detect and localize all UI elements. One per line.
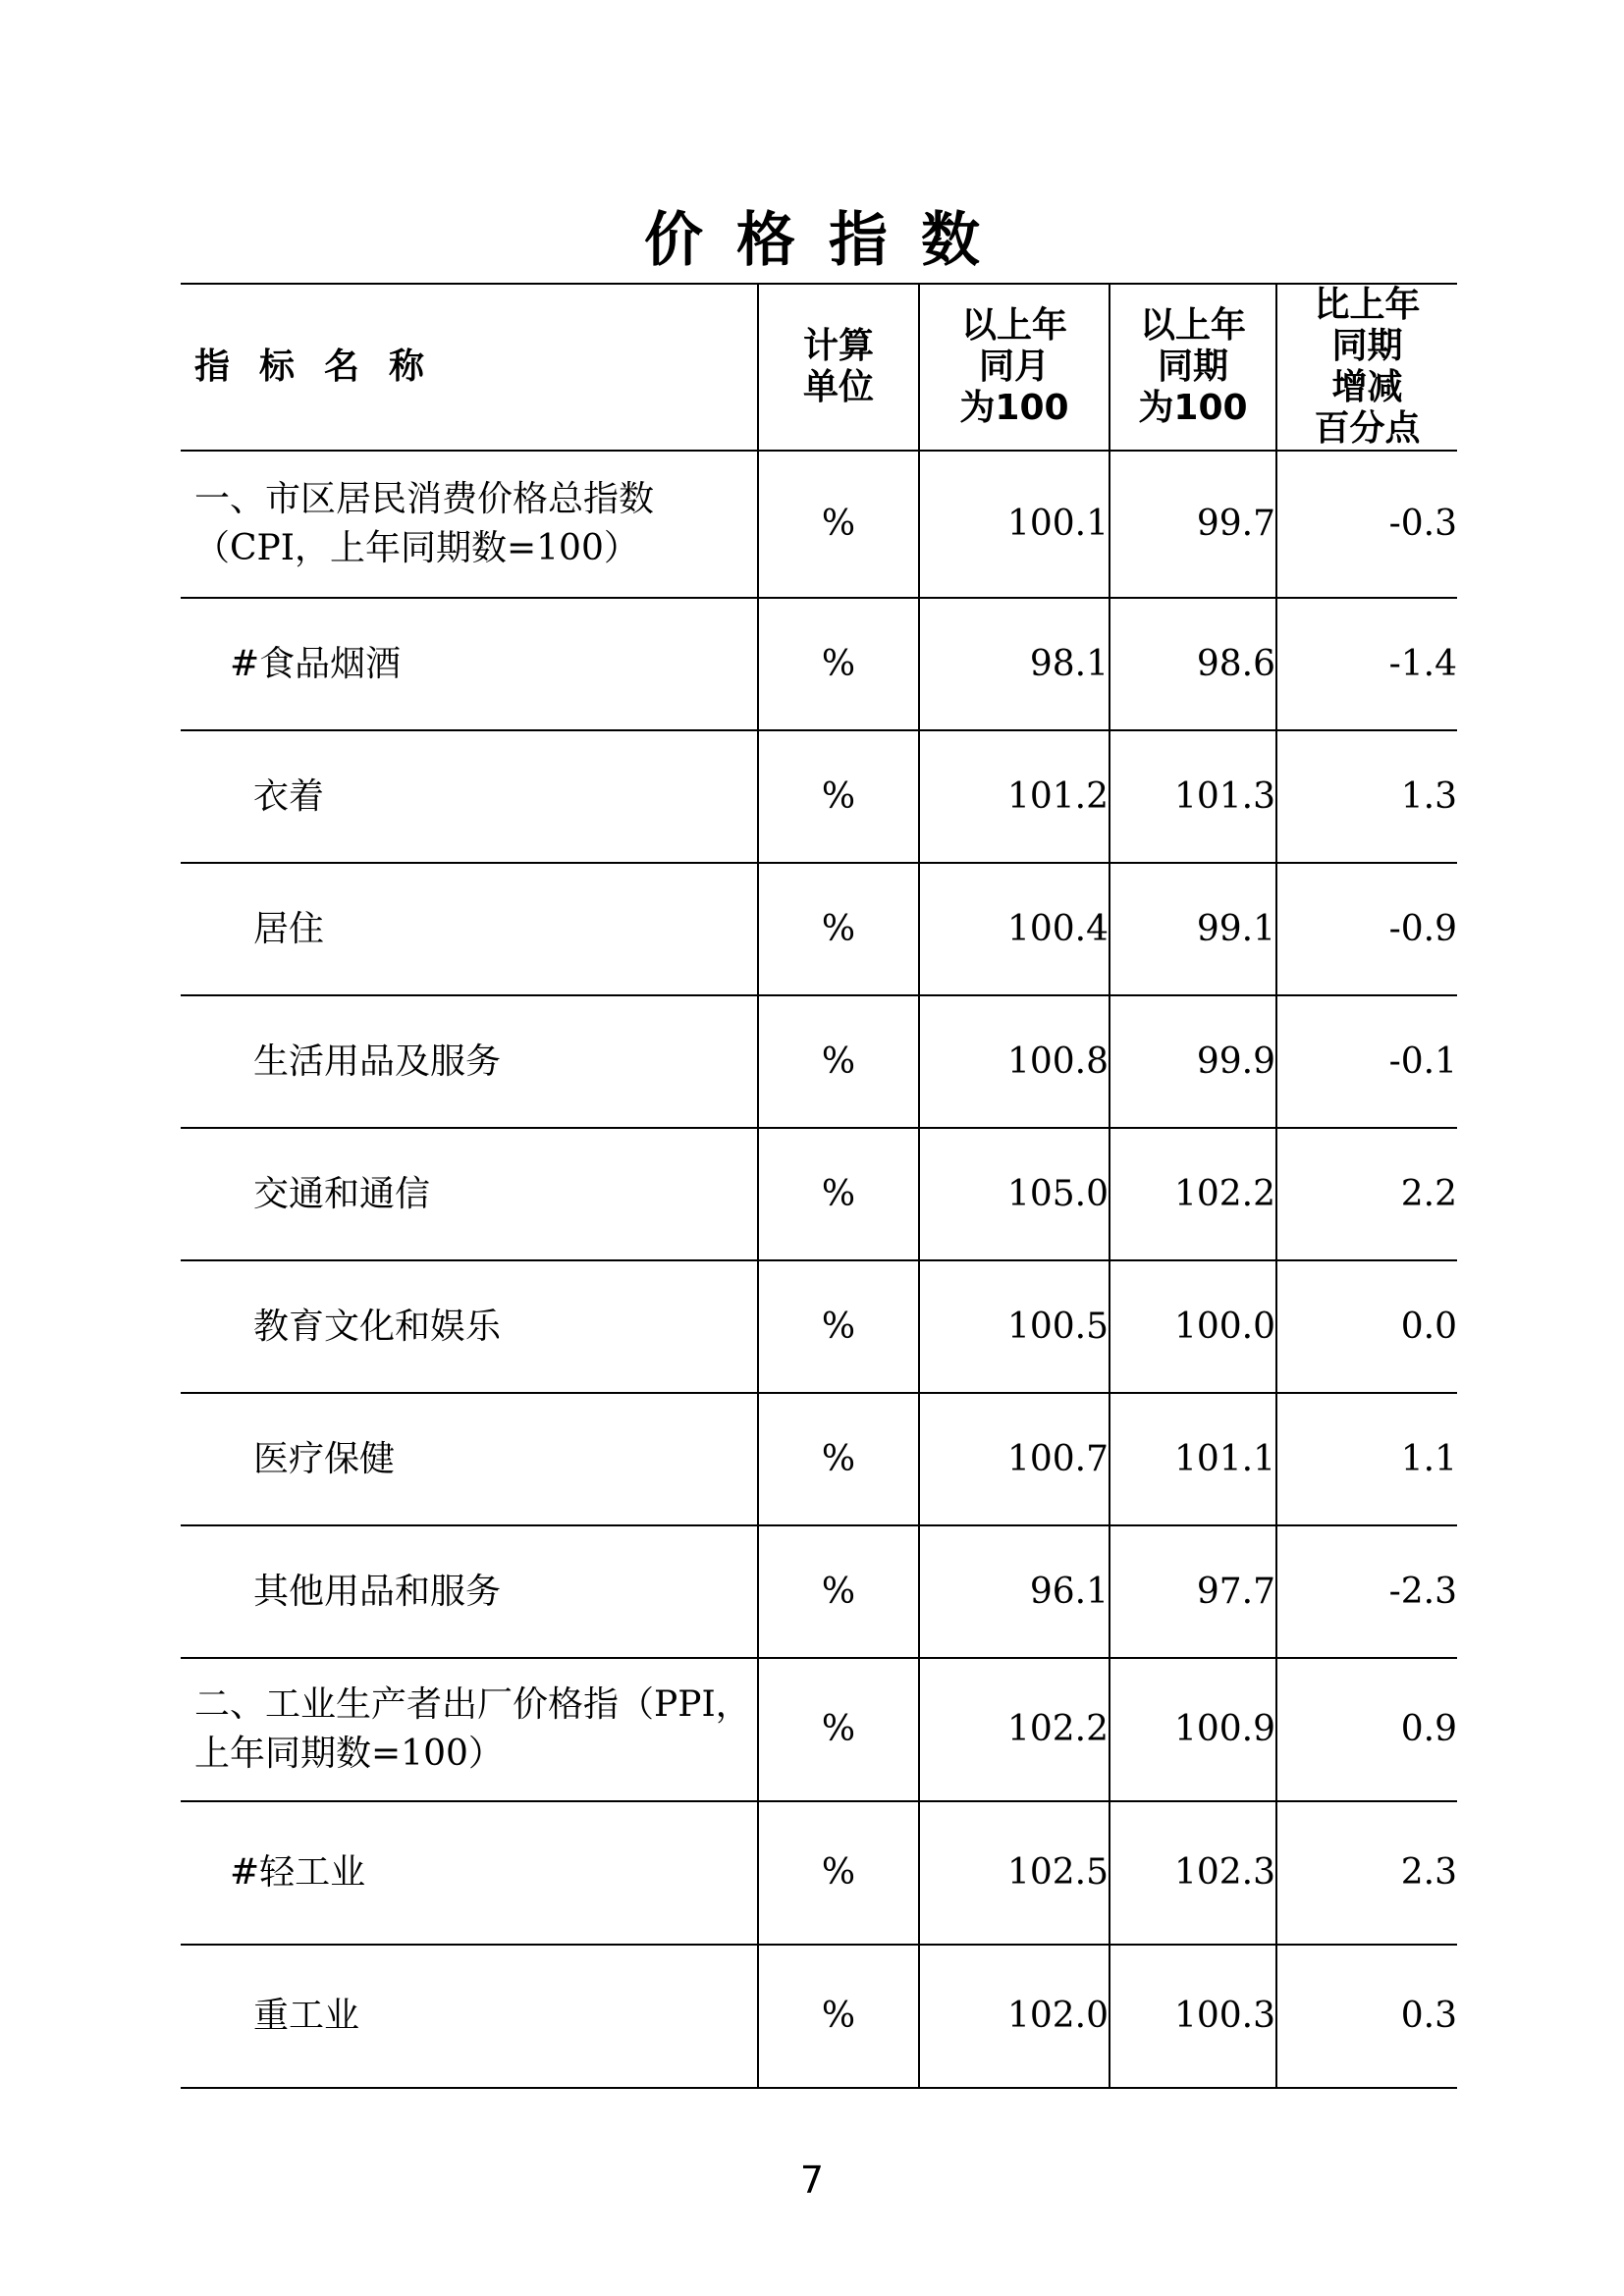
row-unit: %	[758, 1801, 919, 1945]
table-row	[181, 863, 1457, 995]
row-same-period-value: 100.0	[1110, 1260, 1276, 1393]
table-row	[181, 1260, 1457, 1393]
table-row	[181, 730, 1457, 863]
header-same-month	[919, 284, 1110, 451]
table-row	[181, 1128, 1457, 1260]
header-unit-line: 计算	[802, 326, 874, 366]
row-name-line: 二、工业生产者出厂价格指（PPI，	[194, 1684, 751, 1725]
row-name-line: 上年同期数=100）	[194, 1734, 504, 1774]
row-unit: %	[758, 1128, 919, 1260]
row-change-value: 0.0	[1276, 1260, 1457, 1393]
header-same-period-line: 以上年	[1139, 305, 1246, 346]
header-same-period	[1110, 284, 1276, 451]
row-name-line: （CPI，上年同期数=100）	[194, 528, 639, 568]
row-same-month-value: 100.4	[919, 863, 1110, 995]
row-same-month-value: 100.5	[919, 1260, 1110, 1393]
header-unit	[758, 284, 919, 451]
row-same-month-value: 102.5	[919, 1801, 1110, 1945]
row-same-period-value: 101.3	[1110, 730, 1276, 863]
row-unit: %	[758, 863, 919, 995]
row-same-month-value: 100.8	[919, 995, 1110, 1128]
header-unit-line: 单位	[802, 367, 874, 407]
row-name: 其他用品和服务	[181, 1525, 758, 1658]
row-same-period-value: 101.1	[1110, 1393, 1276, 1525]
row-change-value: 1.1	[1276, 1393, 1457, 1525]
row-name-line: 一、市区居民消费价格总指数	[194, 479, 655, 519]
row-unit: %	[758, 995, 919, 1128]
row-same-month-value: 96.1	[919, 1525, 1110, 1658]
row-same-month-value: 102.2	[919, 1658, 1110, 1801]
row-same-period-value: 99.7	[1110, 451, 1276, 598]
table-row	[181, 598, 1457, 730]
header-change-line: 比上年	[1314, 285, 1421, 325]
row-unit: %	[758, 1658, 919, 1801]
row-same-month-value: 102.0	[919, 1945, 1110, 2088]
header-change-points	[1276, 284, 1457, 451]
row-unit: %	[758, 1260, 919, 1393]
header-same-month-line: 为100	[959, 388, 1069, 428]
table-row	[181, 1525, 1457, 1658]
table-row	[181, 1801, 1457, 1945]
row-same-month-value: 105.0	[919, 1128, 1110, 1260]
page-number: 7	[799, 2159, 825, 2202]
row-unit: %	[758, 730, 919, 863]
row-change-value: -0.3	[1276, 451, 1457, 598]
header-same-period-line: 为100	[1138, 388, 1248, 428]
row-unit: %	[758, 598, 919, 730]
row-name: 交通和通信	[181, 1128, 758, 1260]
row-change-value: -2.3	[1276, 1525, 1457, 1658]
header-change-line: 增减	[1331, 367, 1403, 407]
header-same-period-line: 同期	[1157, 347, 1228, 387]
header-indicator-name: 指标名称	[181, 284, 758, 451]
row-name: 居住	[181, 863, 758, 995]
row-name: 医疗保健	[181, 1393, 758, 1525]
row-name: 生活用品及服务	[181, 995, 758, 1128]
header-same-month-line: 以上年	[960, 305, 1067, 346]
table-row	[181, 1945, 1457, 2088]
row-same-period-value: 100.9	[1110, 1658, 1276, 1801]
row-change-value: 2.3	[1276, 1801, 1457, 1945]
table-row	[181, 451, 1457, 598]
table-row	[181, 1658, 1457, 1801]
row-change-value: 1.3	[1276, 730, 1457, 863]
row-same-period-value: 99.9	[1110, 995, 1276, 1128]
row-same-month-value: 100.7	[919, 1393, 1110, 1525]
row-name: 衣着	[181, 730, 758, 863]
row-same-period-value: 100.3	[1110, 1945, 1276, 2088]
row-change-value: -0.1	[1276, 995, 1457, 1128]
header-same-month-line: 同月	[978, 347, 1050, 387]
row-same-period-value: 99.1	[1110, 863, 1276, 995]
header-change-line: 同期	[1331, 326, 1403, 366]
row-same-period-value: 97.7	[1110, 1525, 1276, 1658]
row-same-month-value: 100.1	[919, 451, 1110, 598]
row-same-period-value: 102.3	[1110, 1801, 1276, 1945]
row-same-month-value: 101.2	[919, 730, 1110, 863]
row-unit: %	[758, 1393, 919, 1525]
row-unit: %	[758, 451, 919, 598]
table-row	[181, 995, 1457, 1128]
row-name: 教育文化和娱乐	[181, 1260, 758, 1393]
price-index-table	[181, 283, 1457, 2089]
header-change-line: 百分点	[1314, 408, 1421, 449]
row-change-value: 2.2	[1276, 1128, 1457, 1260]
table-header-row	[181, 284, 1457, 451]
page-title: 价格指数	[644, 206, 1013, 275]
row-name: #轻工业	[181, 1801, 758, 1945]
row-name: 重工业	[181, 1945, 758, 2088]
row-change-value: -1.4	[1276, 598, 1457, 730]
row-unit: %	[758, 1945, 919, 2088]
row-same-period-value: 102.2	[1110, 1128, 1276, 1260]
row-name	[181, 451, 758, 598]
row-same-month-value: 98.1	[919, 598, 1110, 730]
row-change-value: -0.9	[1276, 863, 1457, 995]
row-name	[181, 1658, 758, 1801]
row-unit: %	[758, 1525, 919, 1658]
table-row	[181, 1393, 1457, 1525]
row-name: #食品烟酒	[181, 598, 758, 730]
row-change-value: 0.9	[1276, 1658, 1457, 1801]
row-same-period-value: 98.6	[1110, 598, 1276, 730]
row-change-value: 0.3	[1276, 1945, 1457, 2088]
